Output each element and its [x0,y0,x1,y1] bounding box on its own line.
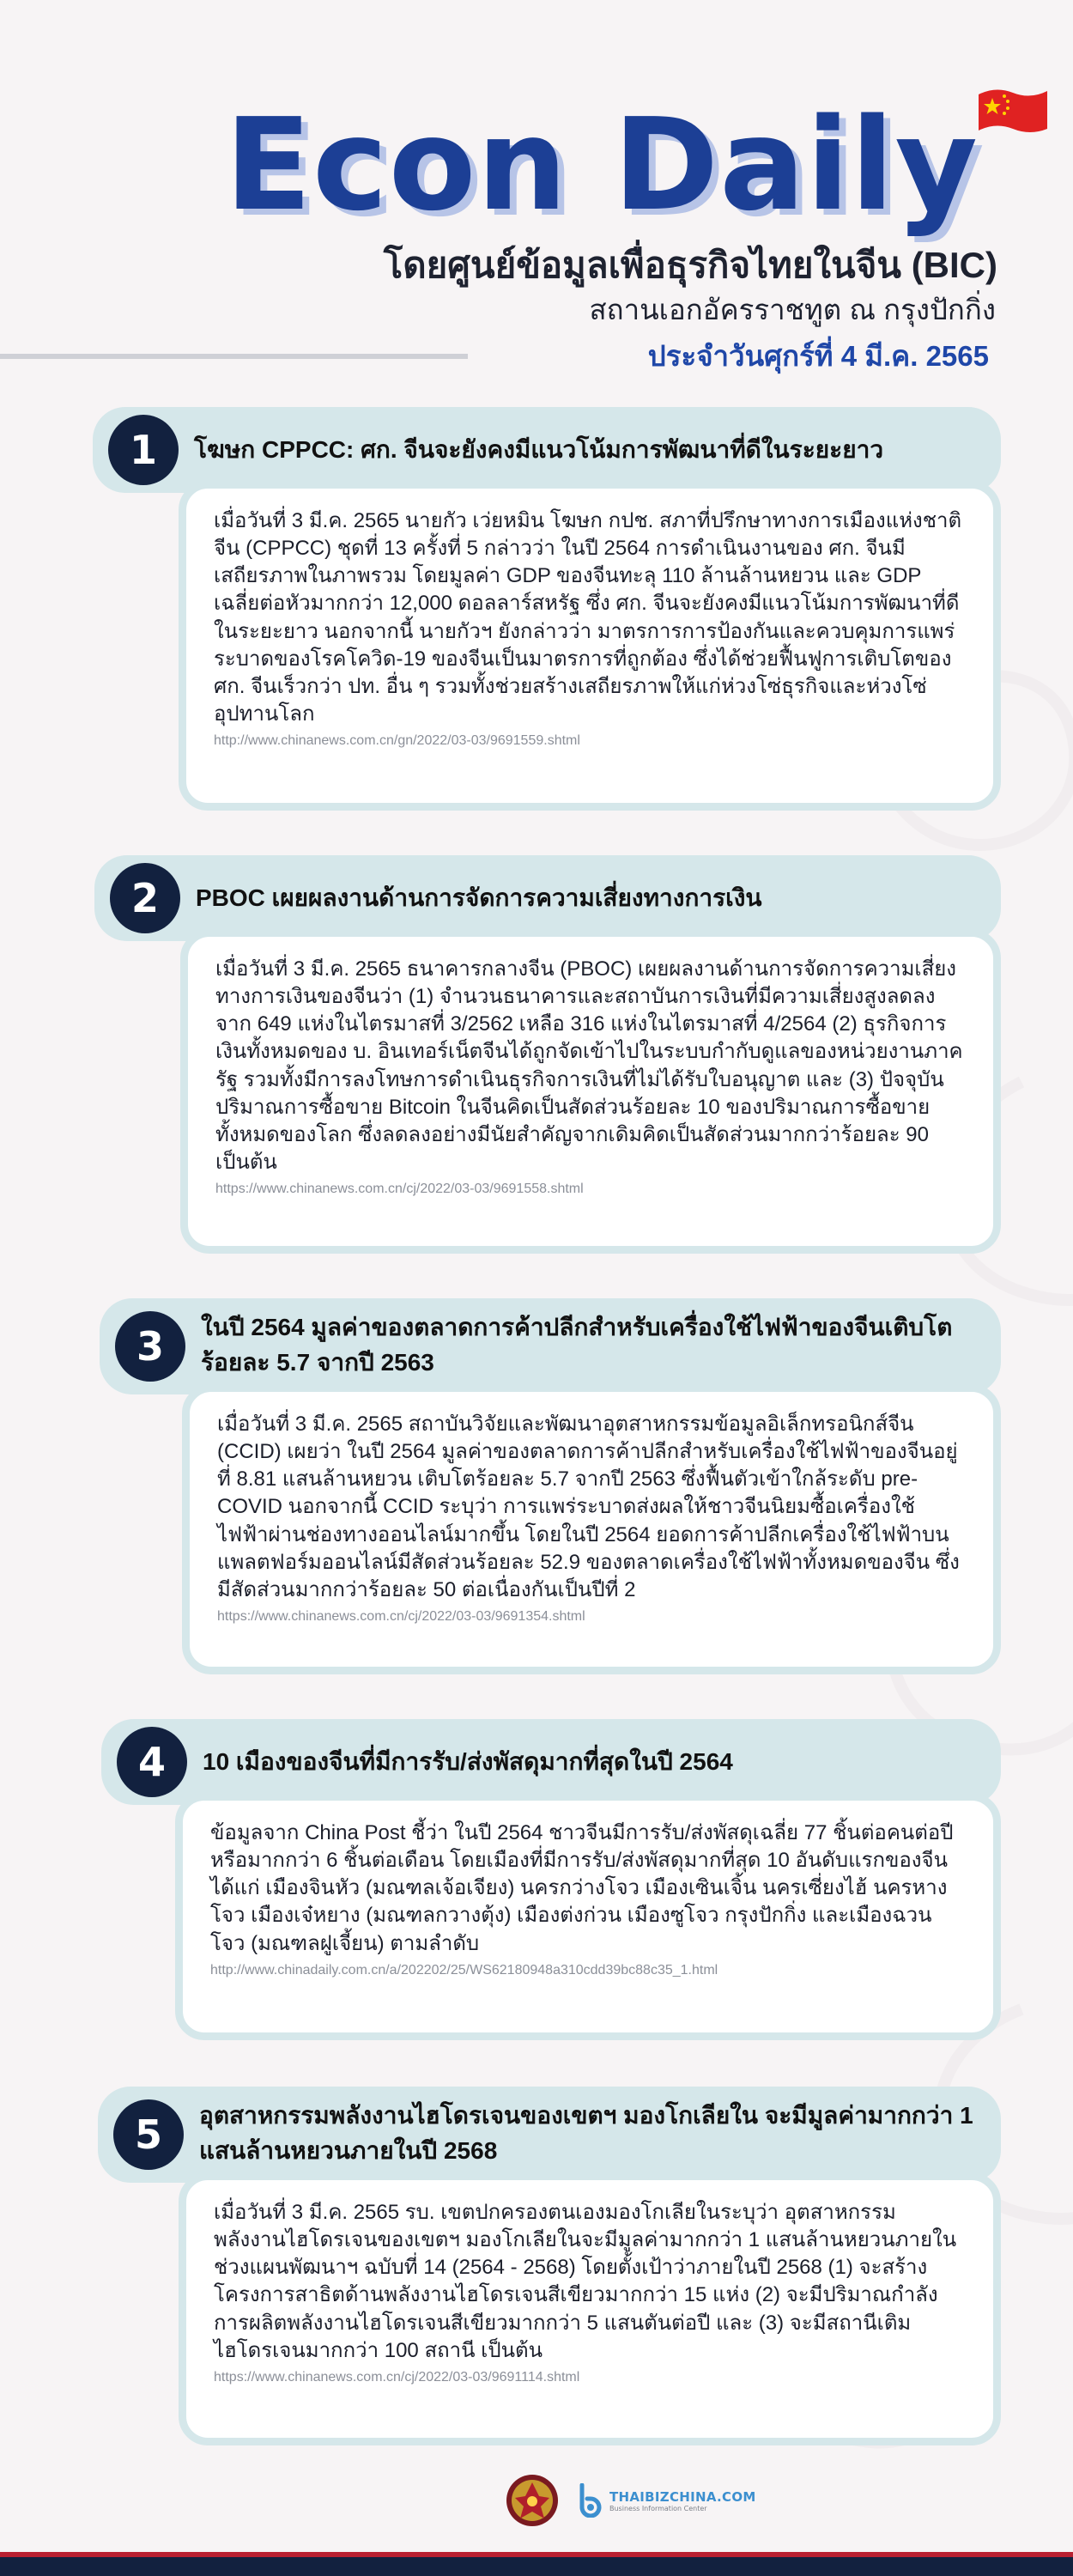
news-section-1 [93,407,1001,811]
section-number-badge: 1 [108,415,179,485]
section-number-badge: 4 [117,1727,187,1797]
footer-navy-stripe [0,2557,1073,2576]
section-header [98,2087,1001,2183]
bic-logo-tagline: Business Information Center [609,2504,707,2512]
news-section-2 [94,855,1001,1254]
section-body-text: เมื่อวันที่ 3 มี.ค. 2565 รบ. เขตปกครองตนเองมองโกเลียในระบุว่า อุตสาหกรรมพลังงานไฮโดรเจนของเขตฯ มองโกเลียในจะมีมูลค่ามากกว่า 1 แสนล้านหยวนภายในช่วงแผนพัฒนาฯ ฉบับที่ 14 (2564 - 2568) โดยตั้งเป้าว่าภายในปี 2568 (1) จะสร้างโครงการสาธิตด้านพลังงานไฮโดรเจนสีเขียวมากกว่า 15 แห่ง (2) จะมีปริมาณกำลังการผลิตพลังงานไฮโดรเจนสีเขียวมากกว่า 5 แสนตันต่อปี และ (3) จะมีสถานีเติมไฮโดรเจนมากกว่า 100 สถานี เป็นต้น [214,2201,957,2362]
news-section-3 [100,1298,1001,1674]
section-number-badge: 2 [110,863,180,933]
china-flag-icon [975,84,1051,139]
news-section-5 [98,2087,1001,2445]
section-body-card [175,1793,1001,2040]
section-title: โฆษก CPPCC: ศก. จีนจะยังคงมีแนวโน้มการพัฒนาที่ดีในระยะยาว [194,436,884,463]
header-divider [0,354,468,359]
section-title: 10 เมืองของจีนที่มีการรับ/ส่งพัสดุมากที่สุดในปี 2564 [203,1748,733,1775]
section-body-text: ข้อมูลจาก China Post ชี้ว่า ในปี 2564 ชาวจีนมีการรับ/ส่งพัสดุเฉลี่ย 77 ชิ้นต่อคนต่อปี หรือมากกว่า 6 ชิ้นต่อเดือน โดยเมืองที่มีการรับ/ส่งพัสดุมากที่สุด 10 อันดับแรกของจีน ได้แก่ เมืองจินหัว (มณฑลเจ้อเจียง) นครกว่างโจว เมืองเซินเจิ้น นครเซี่ยงไฮ้ นครหางโจว เมืองเจ๋หยาง (มณฑลกวางตุ้ง) เมืองต่งก่วน เมืองซูโจว กรุงปักกิ่ง และเมืองฉวนโจว (มณฑลฝูเจี้ยน) ตามลำดับ [210,1821,954,1955]
brand-title: Econ Daily [224,91,979,239]
source-link[interactable]: https://www.chinanews.com.cn/cj/2022/03-03/9691354.shtml [217,1609,585,1625]
bic-logo-text [609,2489,756,2512]
section-header [101,1719,1001,1805]
section-body-card [179,481,1001,811]
section-body-card [182,1384,1001,1674]
bic-logo-name: THAIBIZCHINA.COM [609,2488,756,2505]
source-link[interactable]: http://www.chinanews.com.cn/gn/2022/03-03/9691559.shtml [214,733,580,749]
section-body-card [180,929,1001,1254]
section-header [93,407,1001,493]
section-title: ในปี 2564 มูลค่าของตลาดการค้าปลีกสำหรับเครื่องใช้ไฟฟ้าของจีนเติบโตร้อยละ 5.7 จากปี 2563 [201,1314,953,1376]
footer-logos [505,2466,762,2535]
source-link[interactable]: https://www.chinanews.com.cn/cj/2022/03-03/9691558.shtml [215,1182,584,1197]
news-section-4 [101,1719,1001,2040]
issue-date: ประจำวันศุกร์ที่ 4 มี.ค. 2565 [647,340,989,372]
embassy-emblem-icon [505,2470,560,2530]
section-body-card [179,2172,1001,2445]
section-header [94,855,1001,941]
bic-logo-icon [575,2483,604,2518]
section-header [100,1298,1001,1394]
section-number-badge: 5 [113,2099,184,2170]
section-number-badge: 3 [115,1311,185,1382]
source-link[interactable]: https://www.chinanews.com.cn/cj/2022/03-03/9691114.shtml [214,2369,580,2385]
section-title: อุตสาหกรรมพลังงานไฮโดรเจนของเขตฯ มองโกเลียใน จะมีมูลค่ามากกว่า 1 แสนล้านหยวนภายในปี 2568 [199,2102,973,2164]
embassy-name: สถานเอกอัครราชทูต ณ กรุงปักกิ่ง [589,294,996,325]
section-body-text: เมื่อวันที่ 3 มี.ค. 2565 นายกัว เว่ยหมิน โฆษก กปช. สภาที่ปรึกษาทางการเมืองแห่งชาติจีน (CPPCC) ชุดที่ 13 ครั้งที่ 5 กล่าวว่า ในปี 2564 การดำเนินงานของ ศก. จีนมีเสถียรภาพในภาพรวม โดยมูลค่า GDP ของจีนทะลุ 110 ล้านล้านหยวน และ GDP เฉลี่ยต่อหัวมากกว่า 12,000 ดอลลาร์สหรัฐ ซึ่ง ศก. จีนจะยังคงมีแนวโน้มการพัฒนาที่ดีในระยะยาว นอกจากนี้ นายกัวฯ ยังกล่าวว่า มาตรการการป้องกันและควบคุมการแพร่ระบาดของโรคโควิด-19 ของจีนเป็นมาตรการที่ถูกต้อง ซึ่งได้ช่วยฟื้นฟูการเติบโตของ ศก. จีนเร็วกว่า ปท. อื่น ๆ รวมทั้งช่วยสร้างเสถียรภาพให้แก่ห่วงโซ่ธุรกิจและห่วงโซ่อุปทานโลก [214,509,962,726]
section-body-text: เมื่อวันที่ 3 มี.ค. 2565 สถาบันวิจัยและพัฒนาอุตสาหกรรมข้อมูลอิเล็กทรอนิกส์จีน (CCID) เผยว่า ในปี 2564 มูลค่าของตลาดการค้าปลีกสำหรับเครื่องใช้ไฟฟ้าของจีนอยู่ที่ 8.81 แสนล้านหยวน เติบโตร้อยละ 5.7 จากปี 2563 ซึ่งฟื้นตัวเข้าใกล้ระดับ pre-COVID นอกจากนี้ CCID ระบุว่า การแพร่ระบาดส่งผลให้ชาวจีนนิยมซื้อเครื่องใช้ไฟฟ้าผ่านช่องทางออนไลน์มากขึ้น โดยในปี 2564 ยอดการค้าปลีกเครื่องใช้ไฟฟ้าบนแพลตฟอร์มออนไลน์มีสัดส่วนร้อยละ 52.9 ของตลาดเครื่องใช้ไฟฟ้าทั้งหมดของจีน ซึ่งมีสัดส่วนมากกว่าร้อยละ 50 ต่อเนื่องกันเป็นปีที่ 2 [217,1413,960,1601]
section-title: PBOC เผยผลงานด้านการจัดการความเสี่ยงทางการเงิน [196,884,762,911]
bic-logo[interactable] [575,2483,756,2518]
source-link[interactable]: http://www.chinadaily.com.cn/a/202202/25/WS62180948a310cdd39bc88c35_1.html [210,1962,718,1978]
publisher-name: โดยศูนย์ข้อมูลเพื่อธุรกิจไทยในจีน (BIC) [383,245,997,285]
section-body-text: เมื่อวันที่ 3 มี.ค. 2565 ธนาคารกลางจีน (PBOC) เผยผลงานด้านการจัดการความเสี่ยงทางการเงินของจีนว่า (1) จำนวนธนาคารและสถาบันการเงินที่มีความเสี่ยงสูงลดลงจาก 649 แห่งในไตรมาสที่ 3/2562 เหลือ 316 แห่งในไตรมาสที่ 4/2564 (2) ธุรกิจการเงินทั้งหมดของ บ. อินเทอร์เน็ตจีนได้ถูกจัดเข้าไปในระบบกำกับดูแลของหน่วยงานภาครัฐ รวมทั้งมีการลงโทษการดำเนินธุรกิจการเงินที่ไม่ได้รับใบอนุญาต และ (3) ปัจจุบันปริมาณการซื้อขาย Bitcoin ในจีนคิดเป็นสัดส่วนร้อยละ 10 ของปริมาณการซื้อขายทั้งหมดของโลก ซึ่งลดลงอย่างมีนัยสำคัญจากเดิมคิดเป็นสัดส่วนมากกว่าร้อยละ 90 เป็นต้น [215,957,963,1175]
